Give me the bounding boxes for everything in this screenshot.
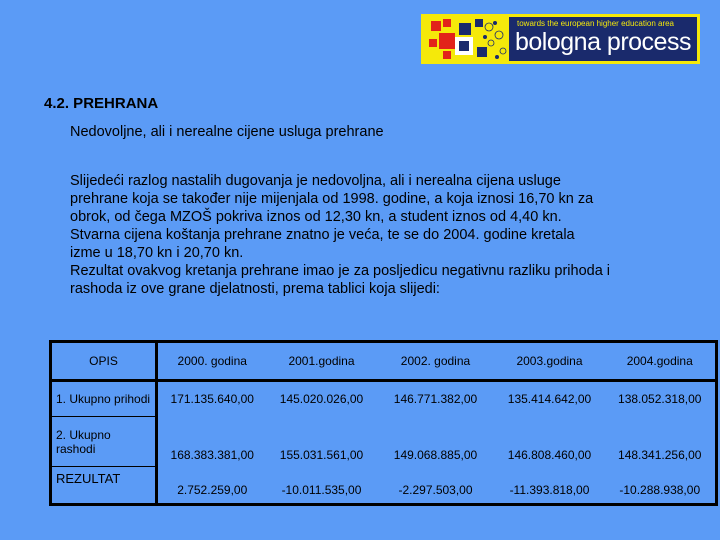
paragraph-line: prehrane koja se također nije mijenjala od 1998. godine, a koja iznosi 16,70 kn za	[70, 191, 594, 207]
table-cell: 145.020.026,00	[279, 392, 364, 407]
row-label: REZULTAT	[51, 467, 157, 505]
table-cell: 149.068.885,00	[393, 447, 478, 462]
header-cell: 2000. godina	[177, 354, 247, 368]
table-row	[51, 417, 717, 467]
mosaic-logo-icon	[425, 17, 509, 61]
paragraph-line: rashoda iz ove grane djelatnosti, prema tablici koja slijedi:	[70, 281, 440, 297]
table-cell: 138.052.318,00	[605, 381, 717, 417]
table-row	[51, 467, 717, 505]
row-label	[51, 417, 157, 467]
header-cell: 2004.godina	[605, 342, 717, 381]
paragraph-line: Slijedeći razlog nastalih dugovanja je nedovoljna, ali i nerealna cijena usluge	[70, 173, 561, 189]
table-cell: -11.393.818,00	[495, 467, 605, 505]
table-cell: -10.011.535,00	[267, 467, 377, 505]
header-cell: 2001.godina	[288, 354, 355, 368]
header-cell: OPIS	[51, 342, 157, 381]
table-cell: 168.383.381,00	[170, 447, 254, 462]
header-cell: 2003.godina	[516, 354, 583, 368]
table-cell: 148.341.256,00	[605, 417, 717, 467]
table-header-row	[51, 342, 717, 381]
header-cell: 2002. godina	[400, 354, 471, 368]
section-subheading: Nedovoljne, ali i nerealne cijene usluga prehrane	[70, 124, 384, 140]
table-cell: 146.808.460,00	[507, 447, 592, 462]
table-cell: 171.135.640,00	[170, 392, 254, 407]
table-cell: 146.771.382,00	[393, 392, 478, 407]
table-cell: -2.297.503,00	[377, 467, 495, 505]
body-paragraph	[70, 172, 680, 298]
logo-tagline: towards the european higher education area	[517, 19, 674, 28]
financial-table	[49, 340, 718, 506]
table-row	[51, 381, 717, 417]
paragraph-line: obrok, od čega MZOŠ pokriva iznos od 12,30 kn, a student iznos od 4,40 kn.	[70, 209, 562, 225]
row-label: 1. Ukupno prihodi	[51, 381, 157, 417]
logo-wordmark: bologna process	[515, 28, 691, 56]
section-heading: 4.2. PREHRANA	[44, 95, 159, 112]
table-cell: -10.288.938,00	[605, 467, 717, 505]
paragraph-line: izme u 18,70 kn i 20,70 kn.	[70, 245, 244, 261]
table-cell: 135.414.642,00	[507, 392, 592, 407]
table-cell: 2.752.259,00	[157, 467, 267, 505]
paragraph-line: Stvarna cijena koštanja prehrane znatno je veća, te se do 2004. godine kretala	[70, 227, 575, 243]
table-cell: 155.031.561,00	[279, 447, 364, 462]
row-label-line: rashodi	[56, 441, 96, 456]
paragraph-line: Rezultat ovakvog kretanja prehrane imao je za posljedicu negativnu razliku prihoda i	[70, 263, 611, 279]
row-label-line: 2. Ukupno	[56, 427, 111, 442]
bologna-process-logo	[421, 14, 700, 64]
